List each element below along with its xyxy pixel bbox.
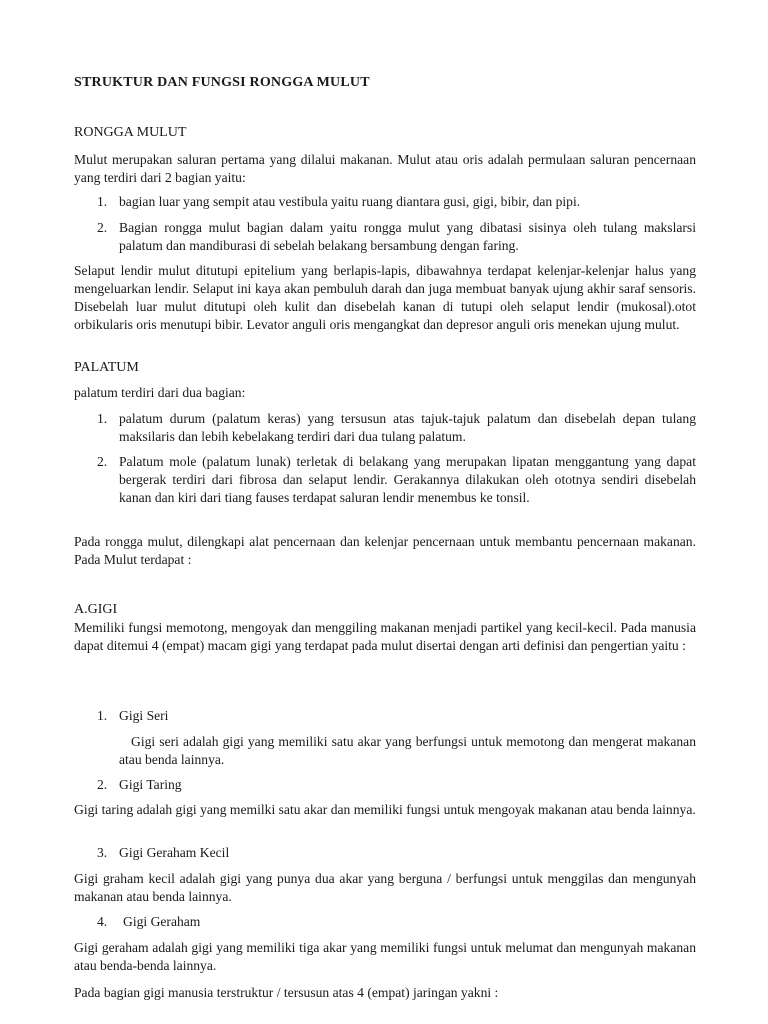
list-number: 4. [97, 914, 108, 929]
tooth-type-desc: Gigi graham kecil adalah gigi yang punya dua akar yang berguna / berfungsi untuk menggilas dan mengunyah makanan atau benda lainnya. [74, 871, 696, 904]
list-number: 2. [97, 454, 108, 469]
tooth-type-name: Gigi Geraham Kecil [119, 845, 230, 860]
tooth-type-name: Gigi Geraham [123, 914, 201, 929]
tooth-type-desc: Gigi seri adalah gigi yang memiliki satu akar yang berfungsi untuk memotong dan mengerat makanan atau benda lainnya. [119, 734, 696, 767]
list-item [97, 707, 696, 725]
list-item [97, 410, 696, 446]
page-title: STRUKTUR DAN FUNGSI RONGGA MULUT [74, 75, 370, 90]
list-item [97, 913, 696, 931]
list-item [97, 193, 696, 211]
palatum-paragraph: Pada rongga mulut, dilengkapi alat pencernaan dan kelenjar pencernaan untuk membantu pencernaan makanan. Pada Mulut terdapat : [74, 534, 696, 567]
heading-rongga-mulut: RONGGA MULUT [74, 125, 187, 140]
tooth-type-name: Gigi Taring [119, 777, 182, 792]
list-number: 1. [97, 708, 108, 723]
list-text: Palatum mole (palatum lunak) terletak di belakang yang merupakan lipatan menggantung yang dapat bergerak terdiri dari fibrosa dan selaput lendir. Gerakannya dilakukan oleh ototnya sendiri disebelah kanan dan kiri dari tiang fauses terdapat saluran lendir menembus ke tonsil. [119, 454, 696, 505]
gigi-intro: Memiliki fungsi memotong, mengoyak dan menggiling makanan menjadi partikel yang kecil-kecil. Pada manusia dapat ditemui 4 (empat) macam gigi yang terdapat pada mulut disertai dengan arti definisi dan pengertian yaitu : [74, 620, 696, 653]
list-item [97, 776, 696, 794]
list-text: palatum durum (palatum keras) yang tersusun atas tajuk-tajuk palatum dan disebelah depan tulang maksilaris dan lebih kebelakang terdiri dari dua tulang palatum. [119, 411, 696, 444]
list-number: 3. [97, 845, 108, 860]
rongga-mulut-intro: Mulut merupakan saluran pertama yang dilalui makanan. Mulut atau oris adalah permulaan saluran pencernaan yang terdiri dari 2 bagian yaitu: [74, 152, 696, 185]
list-text: bagian luar yang sempit atau vestibula yaitu ruang diantara gusi, gigi, bibir, dan pipi. [119, 194, 581, 209]
list-item [97, 844, 696, 862]
list-item [97, 219, 696, 255]
list-number: 2. [97, 777, 108, 792]
list-item [97, 453, 696, 507]
palatum-intro: palatum terdiri dari dua bagian: [74, 385, 246, 400]
rongga-mulut-paragraph: Selaput lendir mulut ditutupi epitelium yang berlapis-lapis, dibawahnya terdapat kelenjar-kelenjar halus yang mengeluarkan lendir. Selaput ini kaya akan pembuluh darah dan juga membuat banyak ujung akhir saraf sensoris. Disebelah luar mulut ditutupi oleh kulit dan disebelah kanan di tutupi oleh selaput lendir (mukosal).otot orbikularis oris menutupi bibir. Levator anguli oris mengangkat dan depresor anguli oris menekan ujung mulut. [74, 263, 696, 332]
gigi-closing: Pada bagian gigi manusia terstruktur / tersusun atas 4 (empat) jaringan yakni : [74, 985, 499, 1000]
tooth-type-name: Gigi Seri [119, 708, 169, 723]
list-number: 1. [97, 411, 108, 426]
heading-palatum: PALATUM [74, 360, 139, 375]
list-text: Bagian rongga mulut bagian dalam yaitu rongga mulut yang dibatasi sisinya oleh tulang makslarsi palatum dan mandiburasi di sebelah belakang bersambung dengan faring. [119, 220, 696, 253]
heading-gigi: A.GIGI [74, 602, 118, 617]
tooth-type-desc: Gigi geraham adalah gigi yang memiliki tiga akar yang memiliki fungsi untuk melumat dan mengunyah makanan atau benda-benda lainnya. [74, 940, 696, 973]
list-number: 1. [97, 194, 108, 209]
list-number: 2. [97, 220, 108, 235]
tooth-type-desc: Gigi taring adalah gigi yang memilki satu akar dan memiliki fungsi untuk mengoyak makanan atau benda lainnya. [74, 802, 696, 817]
